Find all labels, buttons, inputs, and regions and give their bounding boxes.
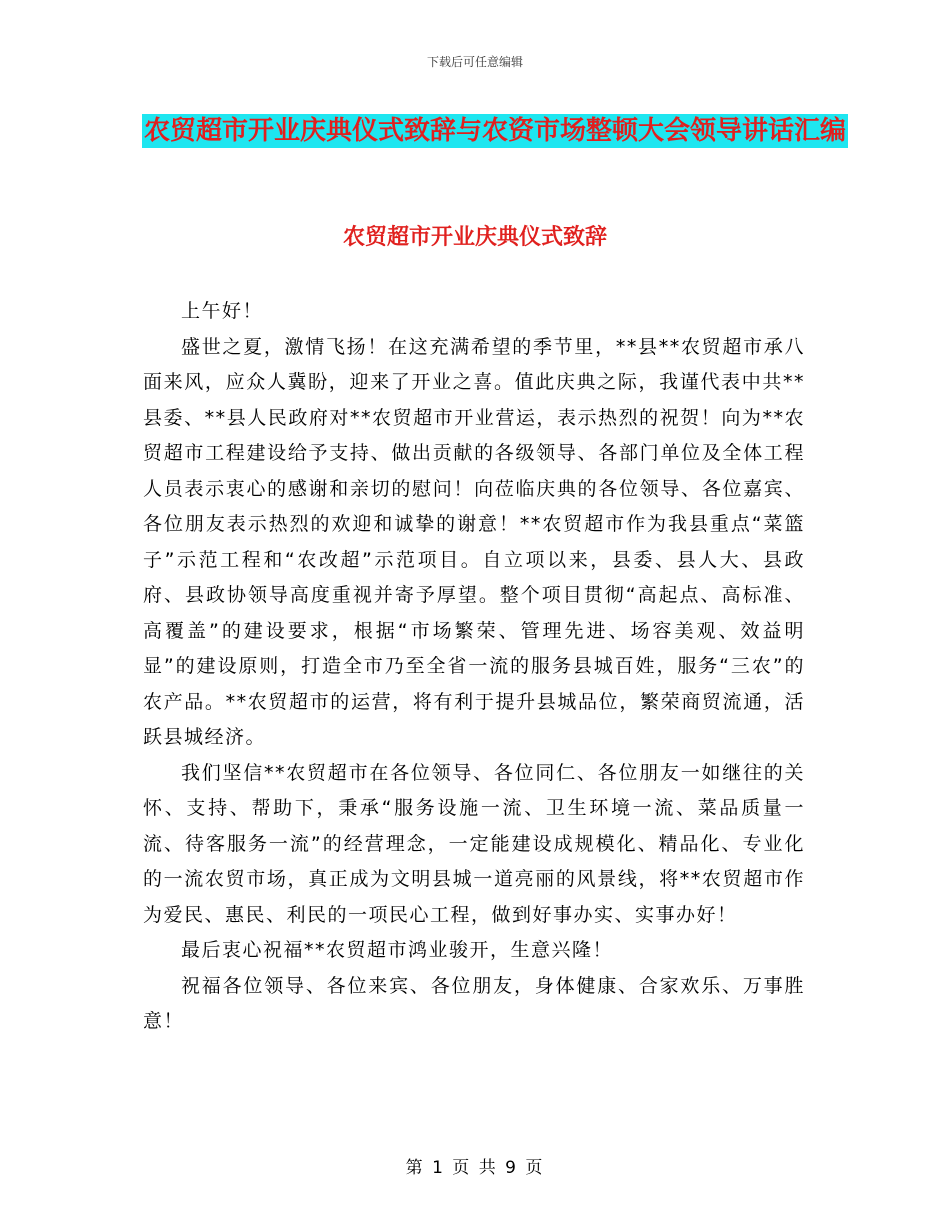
- paragraph-wish-guests: 祝福各位领导、各位来宾、各位朋友，身体健康、合家欢乐、万事胜意！: [143, 974, 805, 1032]
- header-note: 下载后可任意编辑: [426, 55, 523, 69]
- section-title: 农贸超市开业庆典仪式致辞: [342, 225, 607, 250]
- paragraph-belief: 我们坚信**农贸超市在各位领导、各位同仁、各位朋友一如继往的关怀、支持、帮助下，秉承“服务设施一流、卫生环境一流、菜品质量一流、待客服务一流”的经营理念，一定能建设成规模化、精品化、专业化的一流农贸市场，真正成为文明县城一道亮丽的风景线，将**农贸超市作为爱民、惠民、利民的一项民心工程，做到好事办实、实事办好！: [143, 761, 805, 926]
- document-title: [120, 108, 870, 154]
- paragraph-opening: 盛世之夏，激情飞扬！在这充满希望的季节里，**县**农贸超市承八面来风，应众人冀盼，迎来了开业之喜。值此庆典之际，我谨代表中共**县委、**县人民政府对**农贸超市开业营运，表示热烈的祝贺！向为**农贸超市工程建设给予支持、做出贡献的各级领导、各部门单位及全体工程人员表示衷心的感谢和亲切的慰问！向莅临庆典的各位领导、各位嘉宾、各位朋友表示热烈的欢迎和诚挚的谢意！**农贸超市作为我县重点“菜篮子”示范工程和“农改超”示范项目。自立项以来，县委、县人大、县政府、县政协领导高度重视并寄予厚望。整个项目贯彻“高起点、高标准、高覆盖”的建设要求，根据“市场繁荣、管理先进、场容美观、效益明显”的建设原则，打造全市乃至全省一流的服务县城百姓，服务“三农”的农产品。**农贸超市的运营，将有利于提升县城品位，繁荣商贸流通，活跃县城经济。: [143, 335, 805, 748]
- paragraph-wish-supermarket: 最后衷心祝福**农贸超市鸿业骏开，生意兴隆！: [181, 939, 614, 961]
- document-title-text: 农贸超市开业庆典仪式致辞与农资市场整顿大会领导讲话汇编: [143, 116, 846, 146]
- paragraph-greeting: 上午好！: [181, 300, 264, 322]
- document-body: [143, 294, 805, 1040]
- page-footer: 第 1 页 共 9 页: [405, 1158, 545, 1178]
